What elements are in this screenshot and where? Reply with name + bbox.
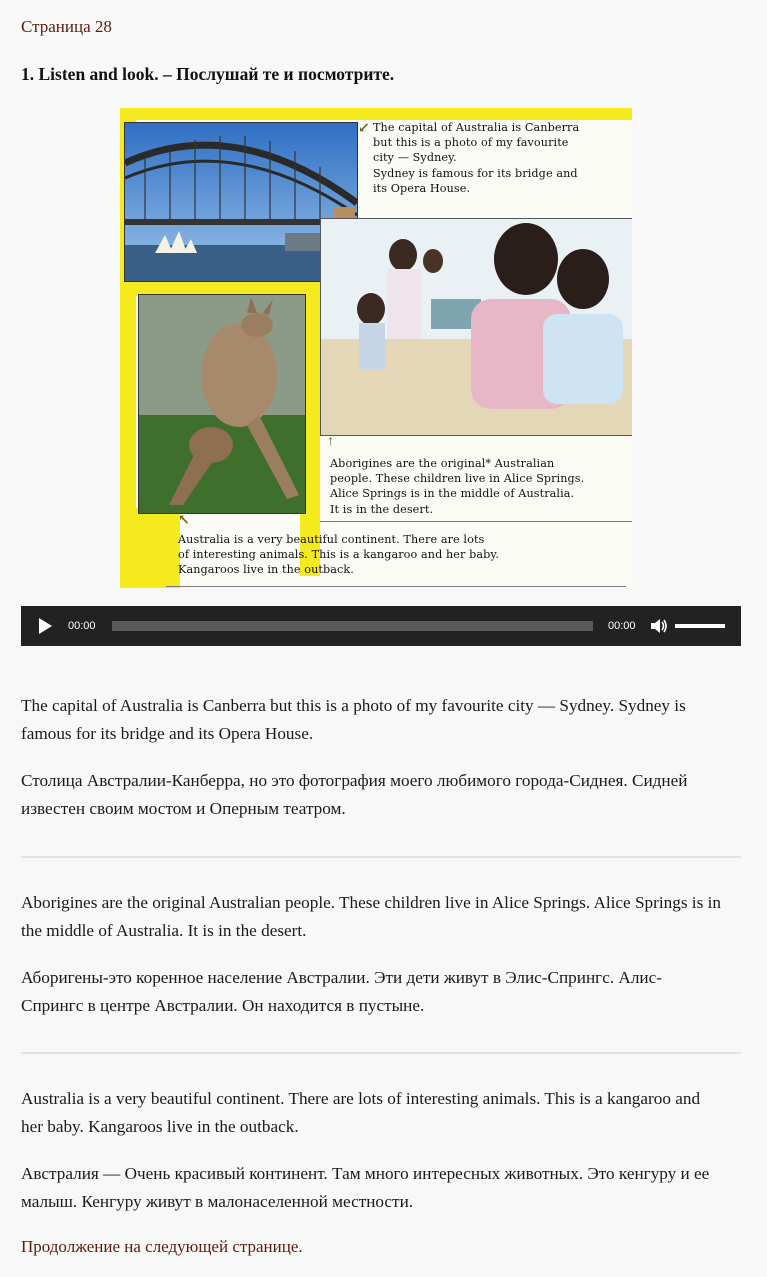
continue-link[interactable]: Продолжение на следующей странице. bbox=[21, 1237, 303, 1256]
play-icon[interactable] bbox=[39, 618, 52, 634]
textbook-figure bbox=[120, 108, 632, 588]
volume-icon[interactable] bbox=[650, 617, 668, 635]
paragraph-en: Aborigines are the original Australian people. These children live in Alice Springs. Alice Springs is in the middle of Australia. It is in the desert. bbox=[21, 893, 721, 940]
progress-bar[interactable] bbox=[112, 621, 593, 631]
arrow-icon: ↑ bbox=[327, 434, 334, 449]
page-label: Страница 28 bbox=[21, 17, 112, 36]
caption-kangaroo: Australia is a very beautiful continent. There are lots of interesting animals. This is a kangaroo and her baby. Kangaroos live in the outback. bbox=[178, 533, 500, 577]
paragraph-en: Australia is a very beautiful continent. There are lots of interesting animals. This is a kangaroo and her baby. Kangaroos live in the outback. bbox=[21, 1089, 701, 1136]
duration: 00:00 bbox=[608, 620, 636, 632]
paragraph-ru: Аборигены-это коренное население Австралии. Эти дети живут в Элис-Спрингс. Алис-Спрингс в центре Австралии. Он находится в пустыне. bbox=[21, 968, 662, 1015]
paragraph-en: The capital of Australia is Canberra but this is a photo of my favourite city — Sydney. Sydney is famous for its bridge and its Opera House. bbox=[21, 696, 686, 743]
volume-slider[interactable] bbox=[675, 624, 725, 628]
arrow-icon: ↖ bbox=[178, 513, 190, 528]
current-time: 00:00 bbox=[68, 620, 96, 632]
kangaroo-photo bbox=[138, 294, 306, 514]
aboriginal-children-photo bbox=[320, 218, 632, 436]
divider bbox=[21, 1052, 741, 1054]
caption-aborigines: Aborigines are the original* Australian people. These children live in Alice Springs. Alice Springs is in the middle of Australia. It is in the desert. bbox=[330, 457, 585, 516]
divider bbox=[21, 856, 741, 858]
paragraph-ru: Столица Австралии-Канберра, но это фотография моего любимого города-Сиднея. Сидней известен своим мостом и Оперным театром. bbox=[21, 771, 688, 818]
paragraph-ru: Австралия — Очень красивый континент. Там много интересных животных. Это кенгуру и ее малыш. Кенгуру живут в малонаселенной местности. bbox=[21, 1164, 710, 1211]
caption-sydney: The capital of Australia is Canberra but this is a photo of my favourite city — Sydney. Sydney is famous for its bridge and its Opera House. bbox=[373, 121, 580, 195]
audio-player bbox=[21, 606, 741, 646]
arrow-icon: ↙ bbox=[358, 121, 370, 136]
exercise-title: 1. Listen and look. – Послушай те и посмотрите. bbox=[21, 64, 395, 84]
